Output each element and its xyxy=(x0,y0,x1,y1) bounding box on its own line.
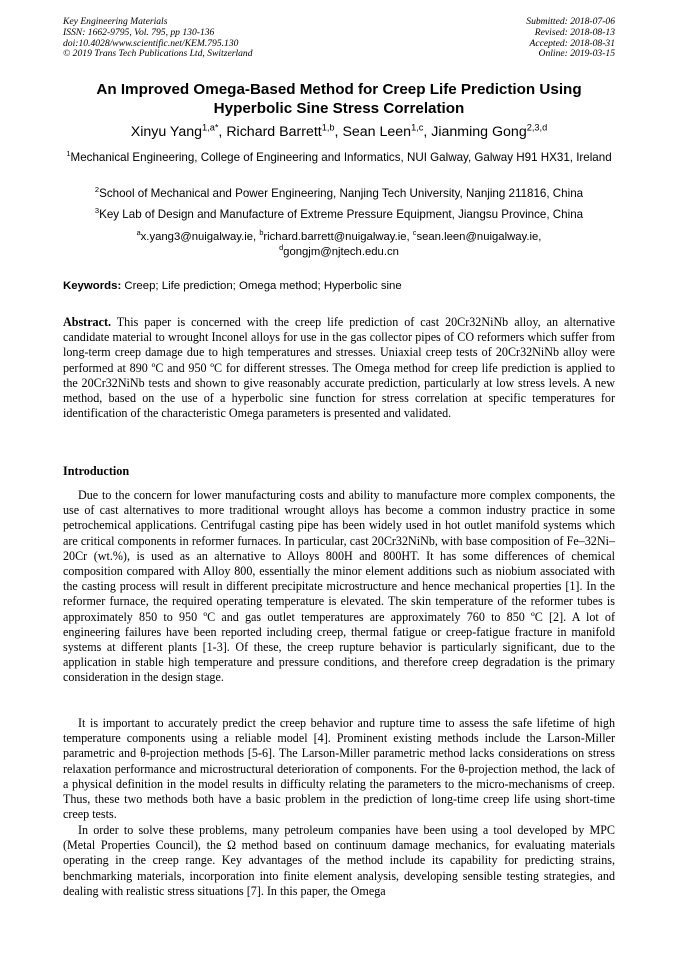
affiliation-marker: 1 xyxy=(66,149,71,159)
email-marker: c xyxy=(412,228,417,238)
author-name: Jianming Gong xyxy=(431,124,527,140)
affiliation-3 xyxy=(60,207,618,223)
affiliation-1 xyxy=(60,150,618,166)
author-name: Xinyu Yang xyxy=(130,124,203,140)
accepted-date: Accepted: 2018-08-31 xyxy=(529,37,615,49)
author-list: Xinyu Yang$^{1,a*}$, Richard Barrett$^{1,b}$, Sean Leen$^{1,c}$, Jianming Gong$^{2,3,d}$ xyxy=(130,122,548,140)
email-address: sean.leen@nuigalway.ie xyxy=(416,231,539,243)
paragraph-text: Due to the concern for lower manufacturing costs and ability to manufacture more complex components, the use of cast alternatives to more traditional wrought alloys has become a common industry practice in some petrochemical applications. Centrifugal casting pipe has been widely used in hot outlet manifold systems which are critical components in reformer furnaces. In particular, cast 20Cr32NiNb, with base composition of Fe–32Ni–20Cr (wt.%), is used as an alternative to Alloys 800H and 800HT. It has some differences of chemical composition compared with Alloy 800, essentially the minor element additions such as niobium associated with the casting process will result in different precipitate microstructure and hence mechanical properties [1]. In the reformer furnace, the required operating temperature is elevated. The skin temperature of the reformer tubes is approximately 850 to 950 ºC and gas outlet temperatures are approximately 760 to 850 ºC [2]. A lot of engineering failures have been reported including creep, thermal fatigue or creep-fatigue fracture in manifold systems at different plants [1-3]. Of these, the creep rupture behavior is particularly significant, due to the application in stable high temperature and pressure conditions, and therefore creep degradation is the primary consideration in the design stage. xyxy=(63,488,615,685)
affiliation-marker: 3 xyxy=(94,206,100,216)
intro-paragraph-3 xyxy=(63,823,615,899)
affiliation-text: Mechanical Engineering, College of Engineering and Informatics, NUI Galway, Galway H91 HX31, Ireland xyxy=(70,151,612,164)
paragraph-text: It is important to accurately predict the creep behavior and rupture time to assess the safe lifetime of high temperature components using a reliable model [4]. Prominent existing methods include the Larson-Miller parametric and θ-projection methods [5-6]. The Larson-Miller parametric method lacks considerations on stress relaxation performance and microstructural deterioration of components. For the θ-projection method, the lack of a physical definition in the model results in difficulty relating the parameters to the micro-mechanisms of creep. Thus, these two methods both have a basic problem in the prediction of long-time creep life using short-time creep tests. xyxy=(63,716,615,822)
keywords xyxy=(63,279,615,294)
abstract-label: Abstract. xyxy=(63,315,112,329)
author-affiliation-marker: 1,c xyxy=(411,122,424,133)
journal-name: Key Engineering Materials xyxy=(63,16,168,27)
author-affiliation-marker: 2,3,d xyxy=(526,122,548,133)
submitted-date: Submitted: 2018-07-06 xyxy=(526,16,615,27)
intro-paragraph-2 xyxy=(63,716,615,822)
submission-dates xyxy=(526,17,615,60)
author-name: Sean Leen xyxy=(342,124,412,140)
email-address: x.yang3@nuigalway.ie xyxy=(140,231,254,243)
author-name: Richard Barrett xyxy=(226,124,322,140)
doi-line: doi:10.4028/www.scientific.net/KEM.795.130 xyxy=(63,37,239,49)
email-address: gongjm@njtech.edu.cn xyxy=(283,246,399,258)
email-marker: b xyxy=(259,228,264,238)
paper-title: An Improved Omega-Based Method for Creep Life Prediction Using Hyperbolic Sine Stress Correlation xyxy=(96,81,582,117)
author-emails: $^a$x.yang3@nuigalway.ie, $^b$richard.barrett@nuigalway.ie, $^c$sean.leen@nuigalway.ie, $^d$gongjm@njtech.edu.cn xyxy=(136,228,542,258)
email-marker: d xyxy=(279,243,284,253)
section-heading-introduction: Introduction xyxy=(63,464,130,478)
affiliation-text: Key Lab of Design and Manufacture of Extreme Pressure Equipment, Jiangsu Province, China xyxy=(99,208,584,221)
issn-line: ISSN: 1662-9795, Vol. 795, pp 130-136 xyxy=(63,26,215,38)
paragraph-text: In order to solve these problems, many petroleum companies have been using a tool developed by MPC (Metal Properties Council), the Ω method based on continuum damage mechanics, for evaluating materials operating in the creep range. Key advantages of the method include its capability for predicting strains, benchmarking materials, incorporation into finite element analysis, developing sensible testing strategies, and dealing with realistic stress situations [7]. In this paper, the Omega xyxy=(63,823,615,898)
affiliation-marker: 2 xyxy=(94,185,100,195)
affiliation-text: School of Mechanical and Power Engineering, Nanjing Tech University, Nanjing 211816, China xyxy=(99,187,584,200)
keywords-text: Creep; Life prediction; Omega method; Hyperbolic sine xyxy=(124,280,402,292)
keywords-label: Keywords: xyxy=(63,280,122,292)
revised-date: Revised: 2018-08-13 xyxy=(534,26,615,38)
online-date: Online: 2019-03-15 xyxy=(538,48,615,60)
author-affiliation-marker: 1,b xyxy=(321,122,335,133)
email-address: richard.barrett@nuigalway.ie xyxy=(263,231,407,243)
journal-info xyxy=(63,17,253,60)
email-marker: a xyxy=(136,228,141,238)
abstract-text: This paper is concerned with the creep life prediction of cast 20Cr32NiNb alloy, an alternative candidate material to wrought Inconel alloys for use in the gas collector pipes of CO reformers which suffer from long-term creep damage due to high temperatures and stresses. Uniaxial creep tests of 20Cr32NiNb alloy were performed at 890 ºC and 950 ºC for different stresses. The Omega method for creep life prediction is applied to the 20Cr32NiNb tests and shown to give reasonably accurate prediction, particularly at low stress levels. A new method, based on the use of a hyperbolic sine function for stress correlation at specific temperatures for identification of the characteristic Omega parameters is presented and validated. xyxy=(63,315,616,421)
author-affiliation-marker: 1,a* xyxy=(202,122,219,133)
copyright-line: © 2019 Trans Tech Publications Ltd, Switzerland xyxy=(63,48,253,60)
affiliation-2 xyxy=(60,186,618,202)
abstract xyxy=(63,315,615,421)
intro-paragraph-1 xyxy=(63,488,615,686)
